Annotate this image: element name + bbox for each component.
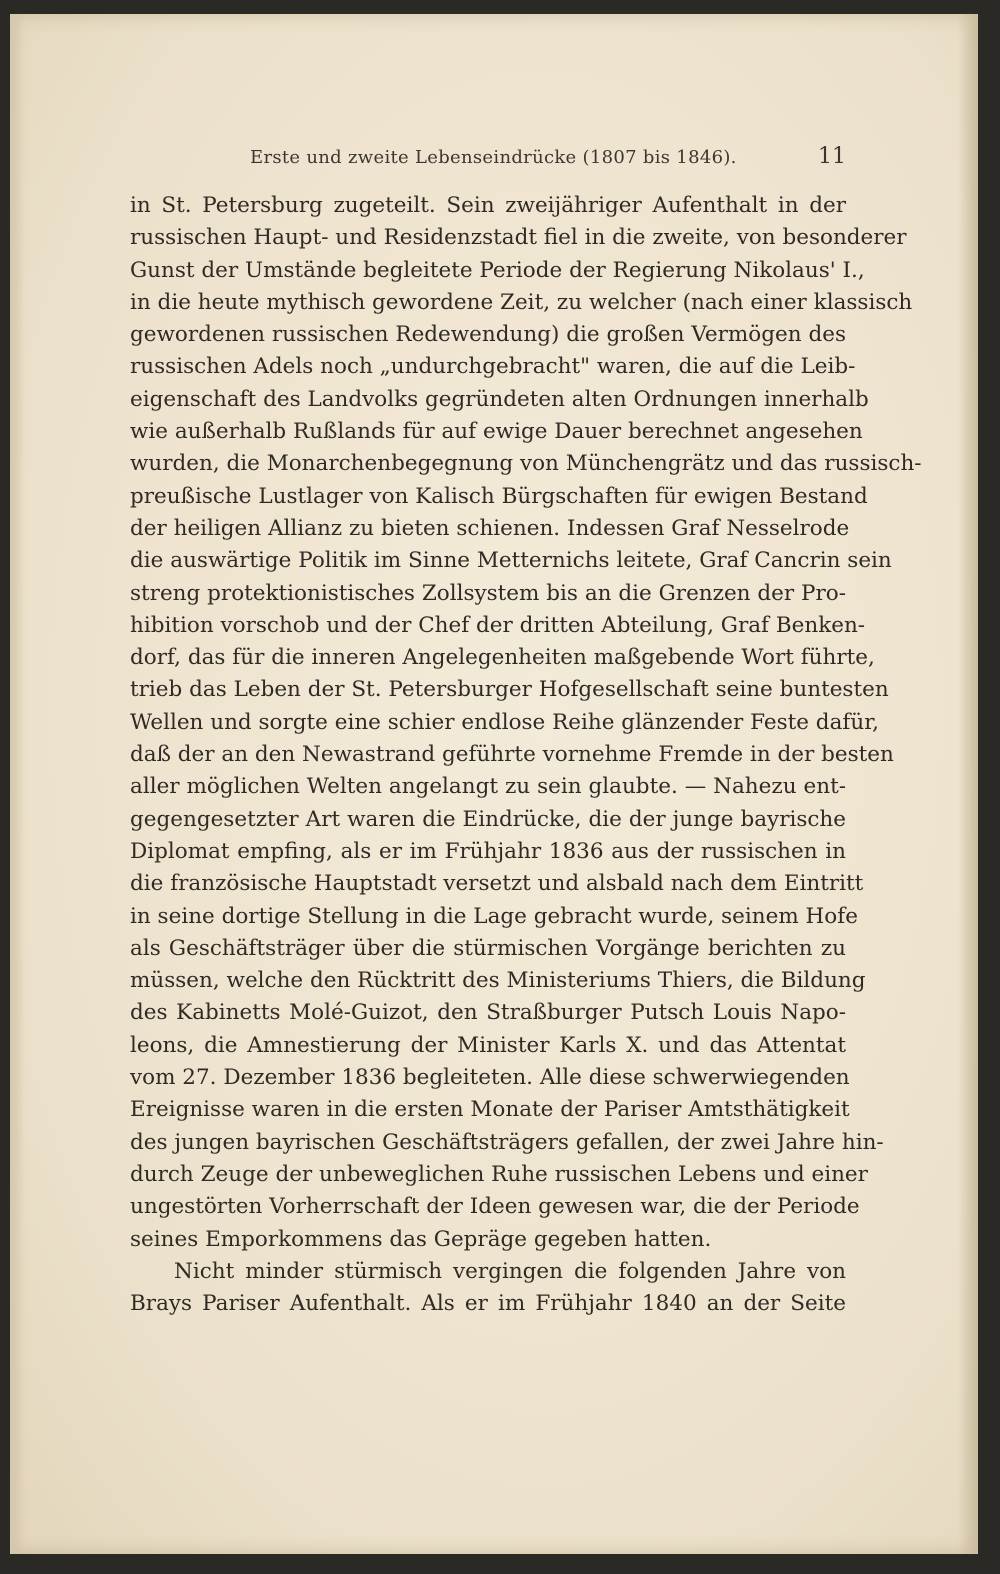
text-line: trieb das Leben der St. Petersburger Hofgesellschaft seine buntesten [130,677,889,703]
text-line: ungestörten Vorherrschaft der Ideen gewesen war, die der Periode [130,1194,860,1220]
text-line: wie außerhalb Rußlands für auf ewige Dauer berechnet angesehen [130,419,863,445]
text-line: russischen Haupt- und Residenzstadt fiel in die zweite, von besonderer [130,225,907,251]
text-line: die französische Hauptstadt versetzt und alsbald nach dem Eintritt [130,871,864,897]
text-line: hibition vorschob und der Chef der dritten Abteilung, Graf Benken- [130,612,866,638]
text-line: in St. Petersburg zugeteilt. Sein zweijähriger Aufenthalt in der [130,193,846,218]
text-line: aller möglichen Welten angelangt zu sein glaubte. — Nahezu ent- [130,774,846,800]
text-line: russischen Adels noch „undurchgebracht" waren, die auf die Leib- [130,354,856,380]
text-line: Ereignisse waren in die ersten Monate der Pariser Amtsthätigkeit [130,1097,850,1123]
running-head: Erste und zweite Lebenseindrücke (1807 bis 1846). [250,147,737,168]
text-line: gewordenen russischen Redewendung) die großen Vermögen des [130,322,846,348]
book-page [10,14,978,1554]
text-line: vom 27. Dezember 1836 begleiteten. Alle diese schwerwiegenden [130,1065,850,1091]
text-line: in seine dortige Stellung in die Lage gebracht wurde, seinem Hofe [130,903,858,929]
text-line: müssen, welche den Rücktritt des Ministeriums Thiers, die Bildung [130,968,866,994]
text-line: Diplomat empfing, als er im Frühjahr 1836 aus der russischen in [130,838,846,864]
text-line: durch Zeuge der unbeweglichen Ruhe russischen Lebens und einer [130,1161,868,1187]
text-line: eigenschaft des Landvolks gegründeten alten Ordnungen innerhalb [130,386,869,412]
text-line: des jungen bayrischen Geschäftsträgers gefallen, der zwei Jahre hin- [130,1129,884,1155]
page-gutter-shadow [10,14,24,1554]
text-line: wurden, die Monarchenbegegnung von Münchengrätz und das russisch- [130,451,922,477]
text-line: dorf, das für die inneren Angelegenheiten maßgebende Wort führte, [130,645,875,671]
text-line: Wellen und sorgte eine schier endlose Reihe glänzender Feste dafür, [130,709,879,735]
text-line: Gunst der Umstände begleitete Periode der Regierung Nikolaus' I., [130,257,865,283]
text-line: streng protektionistisches Zollsystem bis an die Grenzen der Pro- [130,580,846,606]
text-line: Brays Pariser Aufenthalt. Als er im Frühjahr 1840 an der Seite [130,1291,846,1317]
text-line: der heiligen Allianz zu bieten schienen. Indessen Graf Nesselrode [130,515,850,541]
paragraph-1 [130,190,922,1256]
text-line: Nicht minder stürmisch vergingen die folgenden Jahre von [174,1258,846,1284]
text-line: preußische Lustlager von Kalisch Bürgschaften für ewigen Bestand [130,483,868,509]
text-line: in die heute mythisch gewordene Zeit, zu welcher (nach einer klassisch [130,289,913,315]
text-line: seines Emporkommens das Gepräge gegeben hatten. [130,1226,712,1252]
text-line: daß der an den Newastrand geführte vornehme Fremde in der besten [130,742,894,768]
page-header [130,144,846,169]
page-edge-shadow [958,14,978,1554]
text-line: als Geschäftsträger über die stürmischen Vorgänge berichten zu [130,935,846,961]
text-line: leons, die Amnestierung der Minister Karls X. und das Attentat [130,1032,846,1058]
page-number: 11 [818,144,846,169]
body-text [130,190,922,1320]
paragraph-2 [130,1256,846,1321]
text-line: gegengesetzter Art waren die Eindrücke, die der junge bayrische [130,806,846,832]
text-line: des Kabinetts Molé-Guizot, den Straßburger Putsch Louis Napo- [130,1000,846,1026]
text-line: die auswärtige Politik im Sinne Metternichs leitete, Graf Cancrin sein [130,548,892,574]
